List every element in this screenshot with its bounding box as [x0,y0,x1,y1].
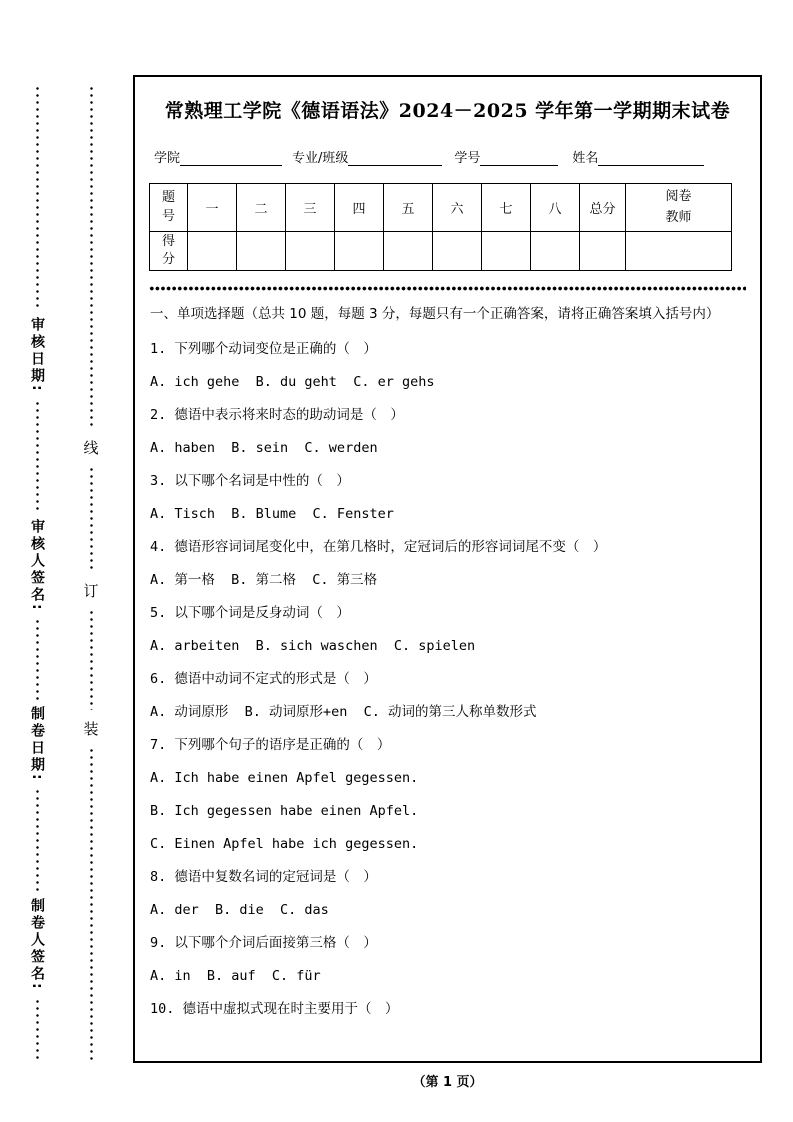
question-6: 6. 德语中动词不定式的形式是（ ） [150,671,377,688]
question-7-option-a: A. Ich habe einen Apfel gegessen. [150,770,419,787]
dotted-line [36,400,39,513]
section-col-2: 二 [237,184,286,232]
score-cell-empty [286,232,335,271]
question-2-options: A. haben B. sein C. werden [150,440,378,457]
binding-line-column [78,85,104,1060]
student-id-label: 学号 [454,151,481,166]
reviewer-signature-label: 审核人签名: [29,518,45,613]
score-table-score-row [150,232,732,271]
section-col-5: 五 [384,184,433,232]
dotted-line [36,788,39,892]
name-label: 姓名 [572,151,599,166]
score-cell-empty [384,232,433,271]
total-header-cell: 总分 [580,184,626,232]
dotted-line [36,618,39,699]
student-id-blank [480,150,558,166]
dotted-line [36,85,39,311]
score-cell-empty [482,232,531,271]
dotted-line [90,747,93,1060]
question-7-option-b: B. Ich gegessen habe einen Apfel. [150,803,419,820]
question-10: 10. 德语中虚拟式现在时主要用于（ ） [150,1001,399,1018]
score-cell-empty [237,232,286,271]
major-class-label: 专业/班级 [292,151,349,166]
dotted-line [90,466,93,572]
dotted-line [90,609,93,710]
total-score-cell-empty [580,232,626,271]
section-col-4: 四 [335,184,384,232]
major-class-blank [348,150,442,166]
grader-header: 阅卷教师 [665,189,692,225]
question-3-options: A. Tisch B. Blume C. Fenster [150,506,394,523]
exam-content-box [133,75,762,1063]
section-col-8: 八 [531,184,580,232]
question-1-options: A. ich gehe B. du geht C. er gehs [150,374,435,391]
grader-cell-empty [626,232,732,271]
section-title: 一、单项选择题（总共 10 题，每题 3 分，每题只有一个正确答案，请将正确答案填入括号内） [150,306,720,323]
question-7: 7. 下列哪个句子的语序是正确的（ ） [150,737,391,754]
binding-char-staple: 订 [83,581,99,600]
section-col-7: 七 [482,184,531,232]
grader-header-cell [626,184,732,232]
question-9: 9. 以下哪个介词后面接第三格（ ） [150,935,377,952]
score-row-header: 得分 [161,234,175,268]
dotted-separator [149,286,746,291]
section-col-3: 三 [286,184,335,232]
paper-making-date-label: 制卷日期: [29,705,45,783]
question-2: 2. 德语中表示将来时态的助动词是（ ） [150,407,404,424]
score-row-header-cell [150,232,188,271]
paper-maker-signature-label: 制卷人签名: [29,898,45,992]
binding-char-line: 线 [83,438,99,457]
score-cell-empty [531,232,580,271]
score-cell-empty [335,232,384,271]
exam-title: 常熟理工学院《德语语法》2024－2025 学年第一学期期末试卷 [164,100,731,122]
college-label: 学院 [154,151,181,166]
question-8-options: A. der B. die C. das [150,902,329,919]
question-5: 5. 以下哪个词是反身动词（ ） [150,605,350,622]
college-blank [180,150,282,166]
score-cell-empty [188,232,237,271]
review-date-label: 审核日期: [29,317,45,394]
question-8: 8. 德语中复数名词的定冠词是（ ） [150,869,377,886]
dotted-line [90,85,93,429]
name-blank [598,150,704,166]
page-number-footer: （第 1 页） [412,1075,483,1090]
section-col-6: 六 [433,184,482,232]
question-9-options: A. in B. auf C. für [150,968,321,985]
question-4: 4. 德语形容词词尾变化中，在第几格时，定冠词后的形容词词尾不变（ ） [150,539,607,556]
score-table [149,183,732,271]
dotted-line [36,998,39,1060]
question-6-options: A. 动词原形 B. 动词原形+en C. 动词的第三人称单数形式 [150,704,537,721]
question-4-options: A. 第一格 B. 第二格 C. 第三格 [150,572,378,589]
score-cell-empty [433,232,482,271]
student-info-row [154,147,744,166]
question-1: 1. 下列哪个动词变位是正确的（ ） [150,341,377,358]
question-5-options: A. arbeiten B. sich waschen C. spielen [150,638,476,655]
question-7-option-c: C. Einen Apfel habe ich gegessen. [150,836,419,853]
section-col-1: 一 [188,184,237,232]
question-3: 3. 以下哪个名词是中性的（ ） [150,473,350,490]
margin-labels-column [24,85,50,1060]
question-no-header-cell [150,184,188,232]
score-table-header-row [150,184,732,232]
binding-char-bind: 装 [83,719,99,738]
question-no-header: 题号 [161,190,175,224]
